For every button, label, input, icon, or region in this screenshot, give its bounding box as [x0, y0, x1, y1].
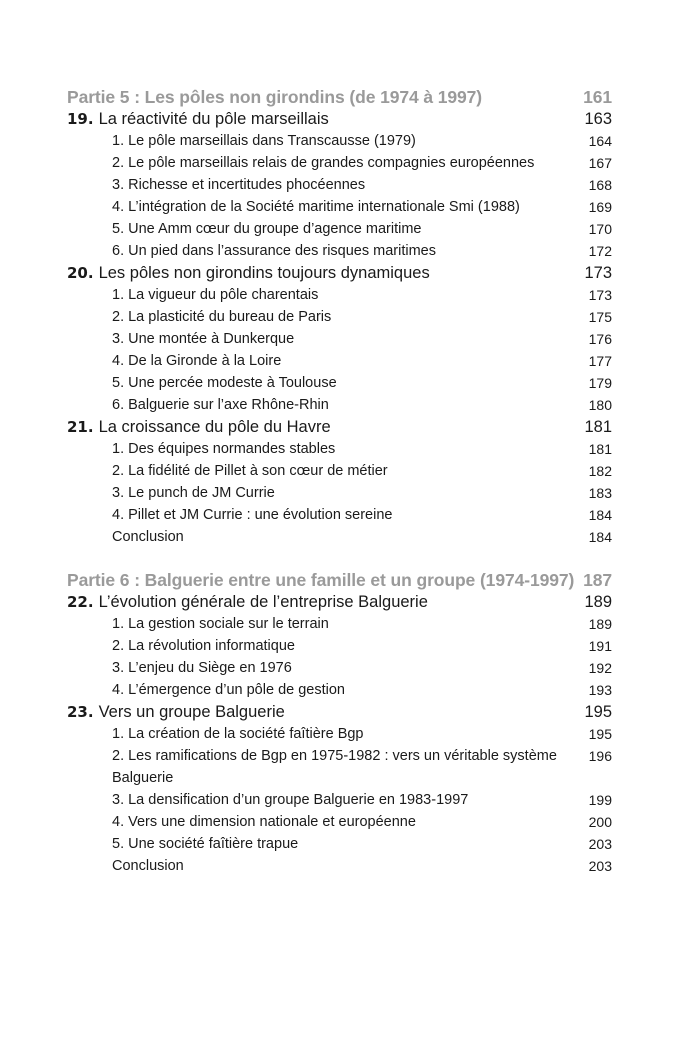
chapter-heading: [67, 591, 612, 613]
chapter-heading: [67, 262, 612, 284]
toc-entry: [67, 657, 612, 679]
toc-entry: [67, 723, 612, 745]
entry-page: 191: [588, 638, 612, 654]
chapter-title: Les pôles non girondins toujours dynamiques: [98, 264, 430, 282]
chapter-heading: [67, 701, 612, 723]
chapter-title: La croissance du pôle du Havre: [98, 418, 331, 436]
toc-entry: [67, 174, 612, 196]
entry-page: 177: [588, 353, 612, 369]
entry-page: 183: [588, 485, 612, 501]
entry-page: 181: [588, 441, 612, 457]
entry-label: 4. L’intégration de la Société maritime internationale Smi (1988): [112, 199, 520, 215]
entry-page: 203: [588, 858, 612, 874]
chapter-number: 21.: [67, 418, 94, 436]
chapter-page: 195: [584, 703, 612, 721]
entry-label: 4. Pillet et JM Currie : une évolution sereine: [112, 507, 393, 523]
toc-entry: [67, 635, 612, 657]
entry-page: 200: [588, 814, 612, 830]
chapter-page: 173: [584, 264, 612, 282]
entry-page: 179: [588, 375, 612, 391]
toc-entry-conclusion: [67, 526, 612, 548]
entry-label: 1. Le pôle marseillais dans Transcausse (1979): [112, 133, 416, 149]
toc-entry: [67, 460, 612, 482]
toc-entry: [67, 811, 612, 833]
chapter-number: 19.: [67, 110, 94, 128]
toc-entry: [67, 438, 612, 460]
entry-page: 172: [588, 243, 612, 259]
part-page: 161: [583, 87, 612, 107]
toc-entry: [67, 679, 612, 701]
entry-label: 4. De la Gironde à la Loire: [112, 353, 282, 369]
chapter-page: 181: [584, 418, 612, 436]
toc-entry-conclusion: [67, 855, 612, 877]
entry-page: 175: [588, 309, 612, 325]
toc-entry: [67, 196, 612, 218]
entry-page: 167: [588, 155, 612, 171]
part-heading: [67, 569, 612, 591]
entry-label: 1. La gestion sociale sur le terrain: [112, 616, 329, 632]
entry-page: 180: [588, 397, 612, 413]
part-title: Partie 6 : Balguerie entre une famille et un groupe (1974-1997): [67, 570, 575, 590]
entry-label: 1. La création de la société faîtière Bgp: [112, 726, 364, 742]
toc-entry: [67, 372, 612, 394]
entry-label: Conclusion: [112, 529, 184, 545]
chapter-title: La réactivité du pôle marseillais: [98, 110, 329, 128]
part-page: 187: [583, 570, 612, 590]
entry-label: 2. La fidélité de Pillet à son cœur de métier: [112, 463, 388, 479]
toc-entry: [67, 152, 612, 174]
entry-page: 192: [588, 660, 612, 676]
entry-page: 193: [588, 682, 612, 698]
entry-page: 173: [588, 287, 612, 303]
chapter-title: L’évolution générale de l’entreprise Balguerie: [98, 593, 428, 611]
entry-page: 189: [588, 616, 612, 632]
entry-label: Conclusion: [112, 858, 184, 874]
entry-label: 4. L’émergence d’un pôle de gestion: [112, 682, 345, 698]
chapter-number: 23.: [67, 703, 94, 721]
entry-page: 176: [588, 331, 612, 347]
toc-entry: [67, 833, 612, 855]
entry-label: 5. Une société faîtière trapue: [112, 836, 299, 852]
entry-label: 2. La plasticité du bureau de Paris: [112, 309, 332, 325]
entry-label: 4. Vers une dimension nationale et européenne: [112, 814, 416, 830]
entry-page: 169: [588, 199, 612, 215]
toc-entry: [67, 504, 612, 526]
toc-entry: [67, 789, 612, 811]
entry-label: 2. Les ramifications de Bgp en 1975-1982 : vers un véritable système Balguerie: [112, 748, 557, 786]
entry-page: 182: [588, 463, 612, 479]
toc-entry: [67, 394, 612, 416]
entry-label: 3. L’enjeu du Siège en 1976: [112, 660, 292, 676]
entry-label: 2. La révolution informatique: [112, 638, 295, 654]
entry-page: 184: [588, 529, 612, 545]
toc-entry: [67, 613, 612, 635]
toc-entry: [67, 328, 612, 350]
entry-label: 3. La densification d’un groupe Balguerie en 1983-1997: [112, 792, 469, 808]
toc-entry: [67, 482, 612, 504]
entry-page: 203: [588, 836, 612, 852]
entry-page: 184: [588, 507, 612, 523]
table-of-contents: [67, 86, 612, 877]
entry-label: 5. Une Amm cœur du groupe d’agence maritime: [112, 221, 422, 237]
entry-label: 1. La vigueur du pôle charentais: [112, 287, 319, 303]
entry-page: 168: [588, 177, 612, 193]
chapter-number: 22.: [67, 593, 94, 611]
chapter-title: Vers un groupe Balguerie: [98, 703, 285, 721]
entry-label: 3. Le punch de JM Currie: [112, 485, 275, 501]
entry-label: 3. Une montée à Dunkerque: [112, 331, 295, 347]
toc-entry: [67, 350, 612, 372]
entry-label: 3. Richesse et incertitudes phocéennes: [112, 177, 366, 193]
entry-page: 164: [588, 133, 612, 149]
entry-page: 195: [588, 726, 612, 742]
part-heading: [67, 86, 612, 108]
toc-entry: [67, 218, 612, 240]
chapter-heading: [67, 416, 612, 438]
toc-entry: [67, 284, 612, 306]
chapter-page: 163: [584, 110, 612, 128]
entry-page: 170: [588, 221, 612, 237]
entry-label: 2. Le pôle marseillais relais de grandes compagnies européennes: [112, 155, 535, 171]
toc-entry: [67, 130, 612, 152]
entry-label: 6. Balguerie sur l’axe Rhône-Rhin: [112, 397, 329, 413]
entry-label: 6. Un pied dans l’assurance des risques maritimes: [112, 243, 436, 259]
entry-label: 5. Une percée modeste à Toulouse: [112, 375, 337, 391]
toc-entry: [67, 306, 612, 328]
toc-entry: [67, 745, 612, 789]
part-title: Partie 5 : Les pôles non girondins (de 1974 à 1997): [67, 87, 483, 107]
chapter-page: 189: [584, 593, 612, 611]
entry-page: 199: [588, 792, 612, 808]
entry-page: 196: [588, 748, 612, 764]
chapter-heading: [67, 108, 612, 130]
entry-label: 1. Des équipes normandes stables: [112, 441, 336, 457]
chapter-number: 20.: [67, 264, 94, 282]
toc-entry: [67, 240, 612, 262]
